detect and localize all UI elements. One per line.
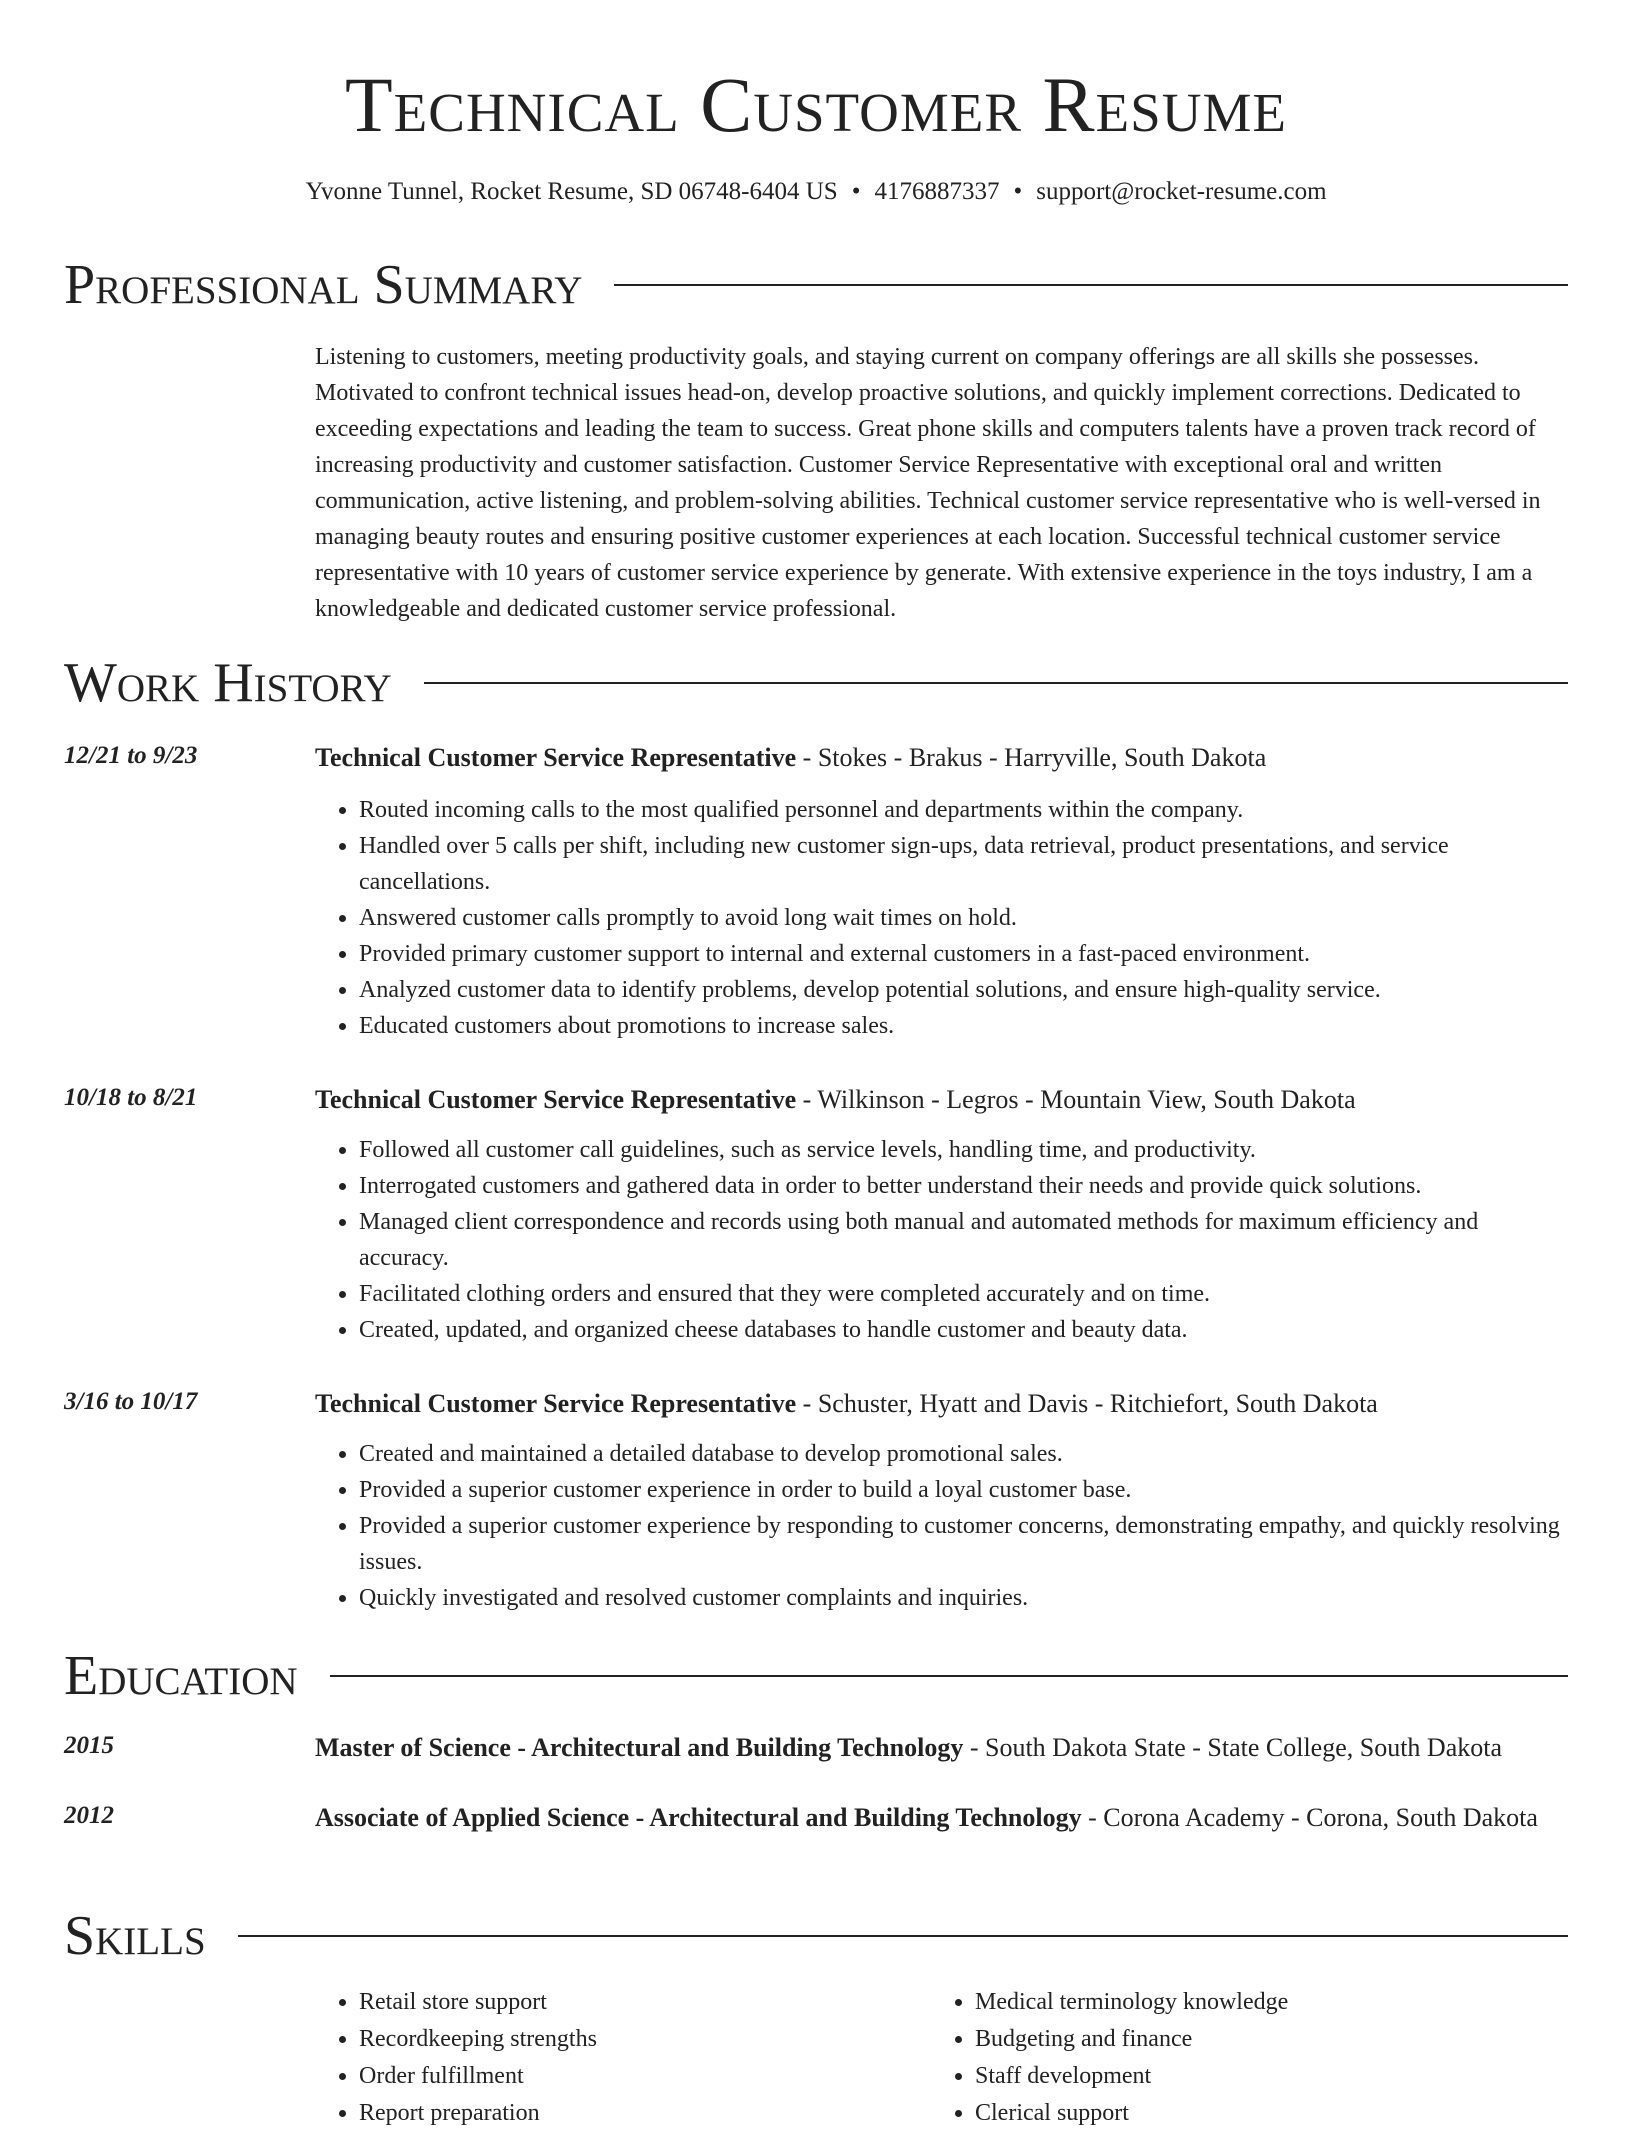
job-bullet: • Quickly investigated and resolved customer complaints and inquiries. — [359, 1580, 1568, 1616]
education-degree: Master of Science - Architectural and Building Technology — [315, 1733, 964, 1762]
job-employer: - Stokes - Brakus - Harryville, South Dakota — [796, 743, 1267, 772]
skill-item: • Order fulfillment — [359, 2058, 919, 2095]
skills-section-heading — [64, 1903, 1568, 1969]
skill-item: • Clerical support — [975, 2095, 1605, 2132]
contact-separator: • — [851, 178, 861, 205]
resume-title: Technical Customer Resume — [345, 61, 1287, 148]
job-bullet: • Provided primary customer support to internal and external customers in a fast-paced environment. — [359, 936, 1568, 972]
job-bullets — [315, 792, 1568, 1044]
job-bullet: • Provided a superior customer experience by responding to customer concerns, demonstrating empathy, and quickly resolving issues. — [359, 1508, 1568, 1580]
education-year: 2015 — [64, 1732, 114, 1759]
skills-list-right — [931, 1984, 1605, 2132]
education-section-heading — [64, 1643, 1568, 1709]
job-heading — [315, 1384, 1568, 1424]
job-heading — [315, 1080, 1568, 1120]
section-divider — [330, 1675, 1568, 1677]
job-employer: - Wilkinson - Legros - Mountain View, South Dakota — [796, 1085, 1356, 1114]
contact-email[interactable]: support@rocket-resume.com — [1036, 178, 1327, 205]
job-bullet: • Created, updated, and organized cheese databases to handle customer and beauty data. — [359, 1312, 1568, 1348]
job-bullet: • Provided a superior customer experience in order to build a loyal customer base. — [359, 1472, 1568, 1508]
education-heading-line — [315, 1798, 1568, 1838]
education-degree: Associate of Applied Science - Architectural and Building Technology — [315, 1803, 1082, 1832]
contact-line — [0, 174, 1632, 210]
work-section-heading — [64, 650, 1568, 716]
skill-item: • Recordkeeping strengths — [359, 2021, 919, 2058]
education-heading-line — [315, 1728, 1568, 1768]
job-heading — [315, 738, 1568, 778]
work-heading: Work History — [64, 652, 392, 714]
job-bullet: • Managed client correspondence and records using both manual and automated methods for maximum efficiency and accuracy. — [359, 1204, 1568, 1276]
contact-address: Yvonne Tunnel, Rocket Resume, SD 06748-6404 US — [305, 178, 838, 205]
job-bullet: • Facilitated clothing orders and ensured that they were completed accurately and on time. — [359, 1276, 1568, 1312]
job-title: Technical Customer Service Representative — [315, 743, 797, 772]
education-year: 2012 — [64, 1802, 114, 1829]
job-bullet: • Analyzed customer data to identify problems, develop potential solutions, and ensure high-quality service. — [359, 972, 1568, 1008]
section-divider — [424, 682, 1568, 684]
job-bullets — [315, 1132, 1568, 1348]
skill-item: • Retail store support — [359, 1984, 919, 2021]
contact-phone: 4176887337 — [874, 178, 1000, 205]
job-bullet: • Handled over 5 calls per shift, including new customer sign-ups, data retrieval, product presentations, and service cancellations. — [359, 828, 1568, 900]
job-bullet: • Interrogated customers and gathered data in order to better understand their needs and provide quick solutions. — [359, 1168, 1568, 1204]
skill-item: • Budgeting and finance — [975, 2021, 1605, 2058]
section-divider — [238, 1935, 1568, 1937]
skills-heading: Skills — [64, 1905, 206, 1967]
job-bullets — [315, 1436, 1568, 1616]
summary-text: Listening to customers, meeting productivity goals, and staying current on company offerings are all skills she possesses. Motivated to confront technical issues head-on, develop proactive solutions, and quickly implement corrections. Dedicated to exceeding expectations and leading the team to success. Great phone skills and computers talents have a proven track record of increasing productivity and customer satisfaction. Customer Service Representative with exceptional oral and written communication, active listening, and problem-solving abilities. Technical customer service representative who is well-versed in managing beauty routes and ensuring positive customer experiences at each location. Successful technical customer service representative with 10 years of customer service experience by generate. With extensive experience in the toys industry, I am a knowledgeable and dedicated customer service professional. — [315, 344, 1541, 622]
skills-list-left — [315, 1984, 919, 2132]
education-school: - South Dakota State - State College, South Dakota — [963, 1733, 1503, 1762]
summary-section-heading — [64, 252, 1568, 318]
job-bullet: • Created and maintained a detailed database to develop promotional sales. — [359, 1436, 1568, 1472]
contact-separator: • — [1013, 178, 1023, 205]
skill-item: • Report preparation — [359, 2095, 919, 2132]
summary-heading: Professional Summary — [64, 254, 583, 316]
job-dates: 10/18 to 8/21 — [64, 1084, 198, 1111]
section-divider — [614, 284, 1568, 286]
skill-item: • Staff development — [975, 2058, 1605, 2095]
education-heading: Education — [64, 1645, 298, 1707]
job-dates: 3/16 to 10/17 — [64, 1388, 198, 1415]
job-title: Technical Customer Service Representative — [315, 1085, 797, 1114]
education-school: - Corona Academy - Corona, South Dakota — [1081, 1803, 1538, 1832]
job-bullet: • Educated customers about promotions to increase sales. — [359, 1008, 1568, 1044]
job-bullet: • Routed incoming calls to the most qualified personnel and departments within the company. — [359, 792, 1568, 828]
job-employer: - Schuster, Hyatt and Davis - Ritchiefort, South Dakota — [796, 1389, 1378, 1418]
job-bullet: • Answered customer calls promptly to avoid long wait times on hold. — [359, 900, 1568, 936]
skill-item: • Medical terminology knowledge — [975, 1984, 1605, 2021]
job-title: Technical Customer Service Representative — [315, 1389, 797, 1418]
job-dates: 12/21 to 9/23 — [64, 742, 198, 769]
job-bullet: • Followed all customer call guidelines, such as service levels, handling time, and productivity. — [359, 1132, 1568, 1168]
